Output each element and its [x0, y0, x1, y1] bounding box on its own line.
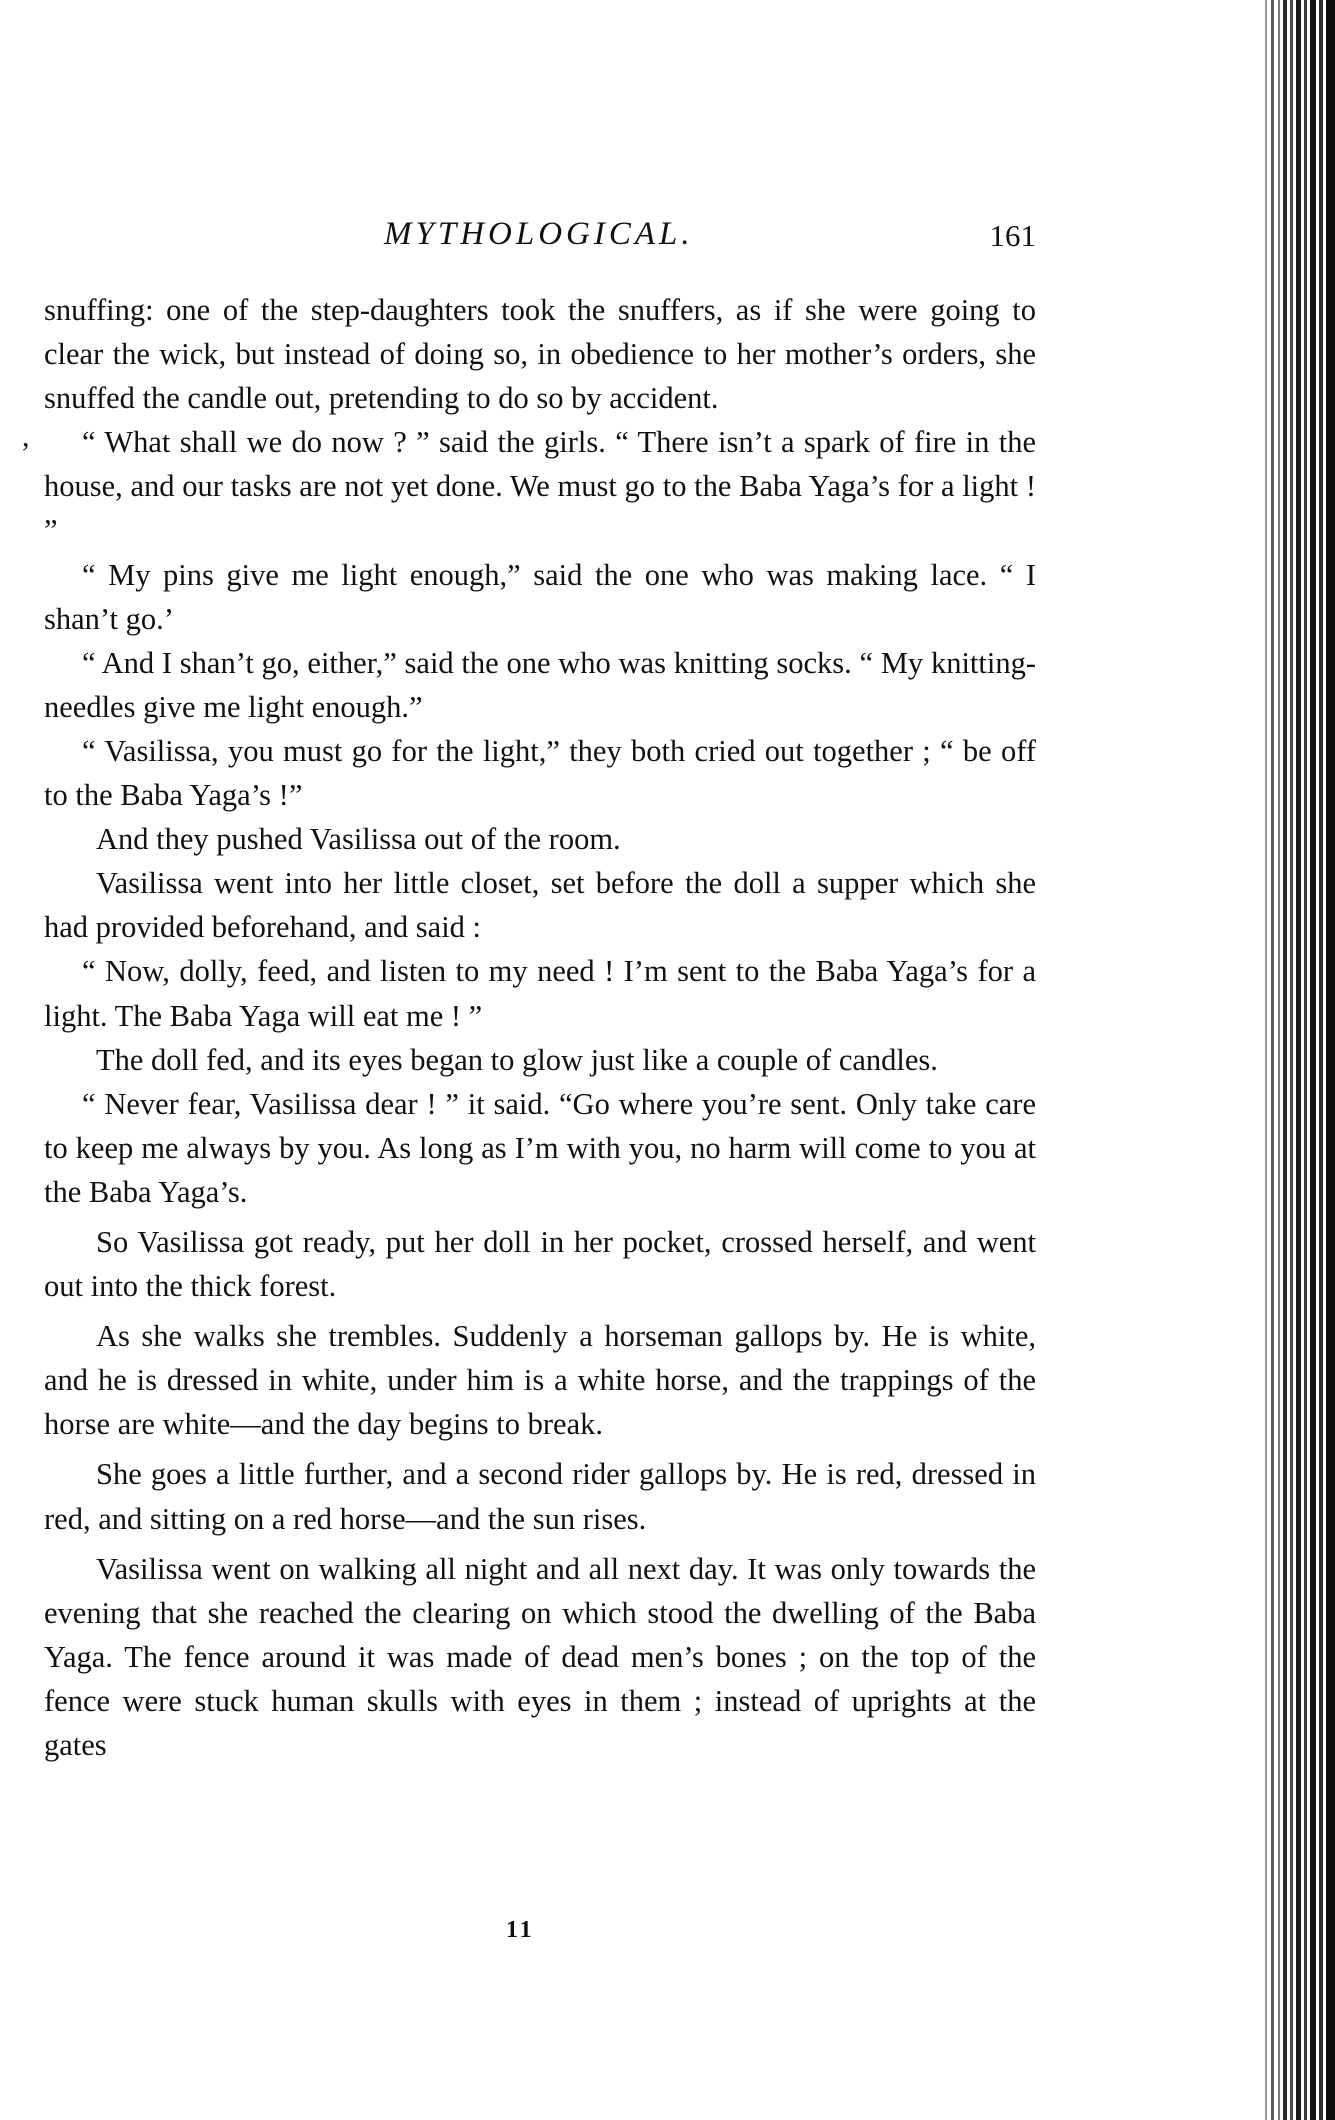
binding-edge	[1257, 0, 1335, 2120]
paragraph: Vasilissa went into her little closet, set before the doll a supper which she had provided beforehand, and said :	[44, 866, 1036, 945]
paragraph: “ My pins give me light enough,” said the one who was making lace. “ I shan’t go.’	[44, 557, 1036, 636]
paragraph: “ Never fear, Vasilissa dear ! ” it said. “Go where you’re sent. Only take care to keep me always by you. As long as I’m with you, no harm will come to you at the Baba Yaga’s.	[44, 1086, 1036, 1209]
margin-mark: ,	[22, 420, 30, 453]
paragraph: As she walks she trembles. Suddenly a horseman gallops by. He is white, and he is dressed in white, under him is a white horse, and the trappings of the horse are white—and the day begins to break.	[44, 1319, 1036, 1442]
paragraph: “ Now, dolly, feed, and listen to my need ! I’m sent to the Baba Yaga’s for a light. The Baba Yaga will eat me ! ”	[44, 954, 1036, 1033]
paragraph: “ What shall we do now ? ” said the girls. “ There isn’t a spark of fire in the house, and our tasks are not yet done. We must go to the Baba Yaga’s for a light ! ”	[44, 425, 1036, 548]
paragraph: So Vasilissa got ready, put her doll in her pocket, crossed herself, and went out into the thick forest.	[44, 1224, 1036, 1304]
page-number: 161	[989, 218, 1036, 253]
paragraph: “ Vasilissa, you must go for the light,” they both cried out together ; “ be off to the Baba Yaga’s !”	[44, 733, 1036, 813]
paragraph: She goes a little further, and a second rider gallops by. He is red, dressed in red, and sitting on a red horse—and the sun rises.	[44, 1457, 1036, 1536]
running-title: MYTHOLOGICAL.	[384, 216, 694, 252]
paragraph: snuffing: one of the step-daughters took the snuffers, as if she were going to clear the wick, but instead of doing so, in obedience to her mother’s orders, she snuffed the candle out, pretending to do so by accident.	[44, 293, 1036, 416]
paragraph: The doll fed, and its eyes began to glow just like a couple of candles.	[96, 1042, 938, 1077]
paragraph: And they pushed Vasilissa out of the room.	[96, 822, 621, 857]
paragraph: Vasilissa went on walking all night and all next day. It was only towards the evening that she reached the clearing on which stood the dwelling of the Baba Yaga. The fence around it was made of dead men’s bones ; on the top of the fence were stuck human skulls with eyes in them ; instead of uprights at the gates	[44, 1551, 1036, 1762]
body-text	[44, 288, 1036, 1767]
signature-mark: 11	[506, 1917, 535, 1943]
paragraph: “ And I shan’t go, either,” said the one who was knitting socks. “ My knitting-needles give me light enough.”	[44, 645, 1036, 724]
page-header	[44, 216, 1036, 264]
